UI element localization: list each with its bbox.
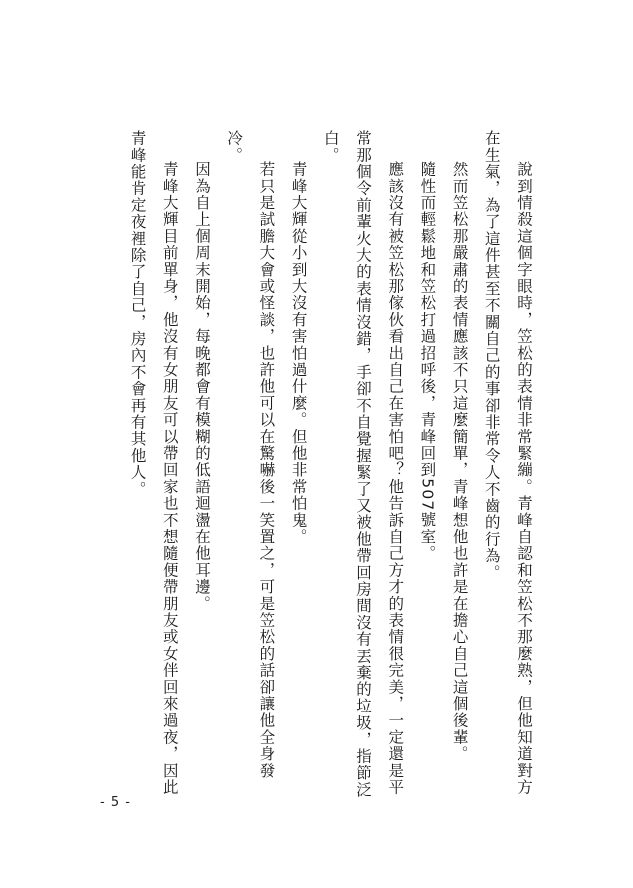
paragraph-1: 說到情殺這個字眼時，笠松的表情非常緊繃。青峰自認和笠松不那麼熟，但他知道對方在生氣，為了這件甚至不關自己的事卻非常令人不齒的行為。 [482,130,533,796]
paragraph-7: 因為自上個周末開始，每晚都會有模糊的低語迴盪在他耳邊。 [192,161,211,612]
paragraph-6: 若只是試膽大會或怪談，也許他可以在驚嚇後一笑置之，可是笠松的話卻讓他全身發冷。 [225,130,276,779]
page-number: - 5 - [100,795,131,810]
paragraph-5: 青峰大輝從小到大沒有害怕過什麼。但他非常怕鬼。 [289,161,308,546]
paragraph-8: 青峰大輝目前單身，他沒有女朋友可以帶回家也不想隨便帶朋友或女伴回來過夜，因此青峰能肯定夜裡除了自己，房內不會再有其他人。 [128,130,179,796]
paragraph-2: 然而笠松那嚴肅的表情應該不只這麼簡單，青峰想他也許是在擔心自己這個後輩。 [450,161,469,763]
vertical-text-body [100,130,540,810]
paragraph-4: 應該沒有被笠松那傢伙看出自己在害怕吧？他告訴自己方才的表情很完美，一定還是平常那個令前輩火大的表情沒錯，手卻不自覺握緊了又被他帶回房間沒有丟棄的垃圾，指節泛白。 [321,130,405,798]
paragraph-3: 隨性而輕鬆地和笠松打過招呼後，青峰回到507號室。 [418,161,437,562]
